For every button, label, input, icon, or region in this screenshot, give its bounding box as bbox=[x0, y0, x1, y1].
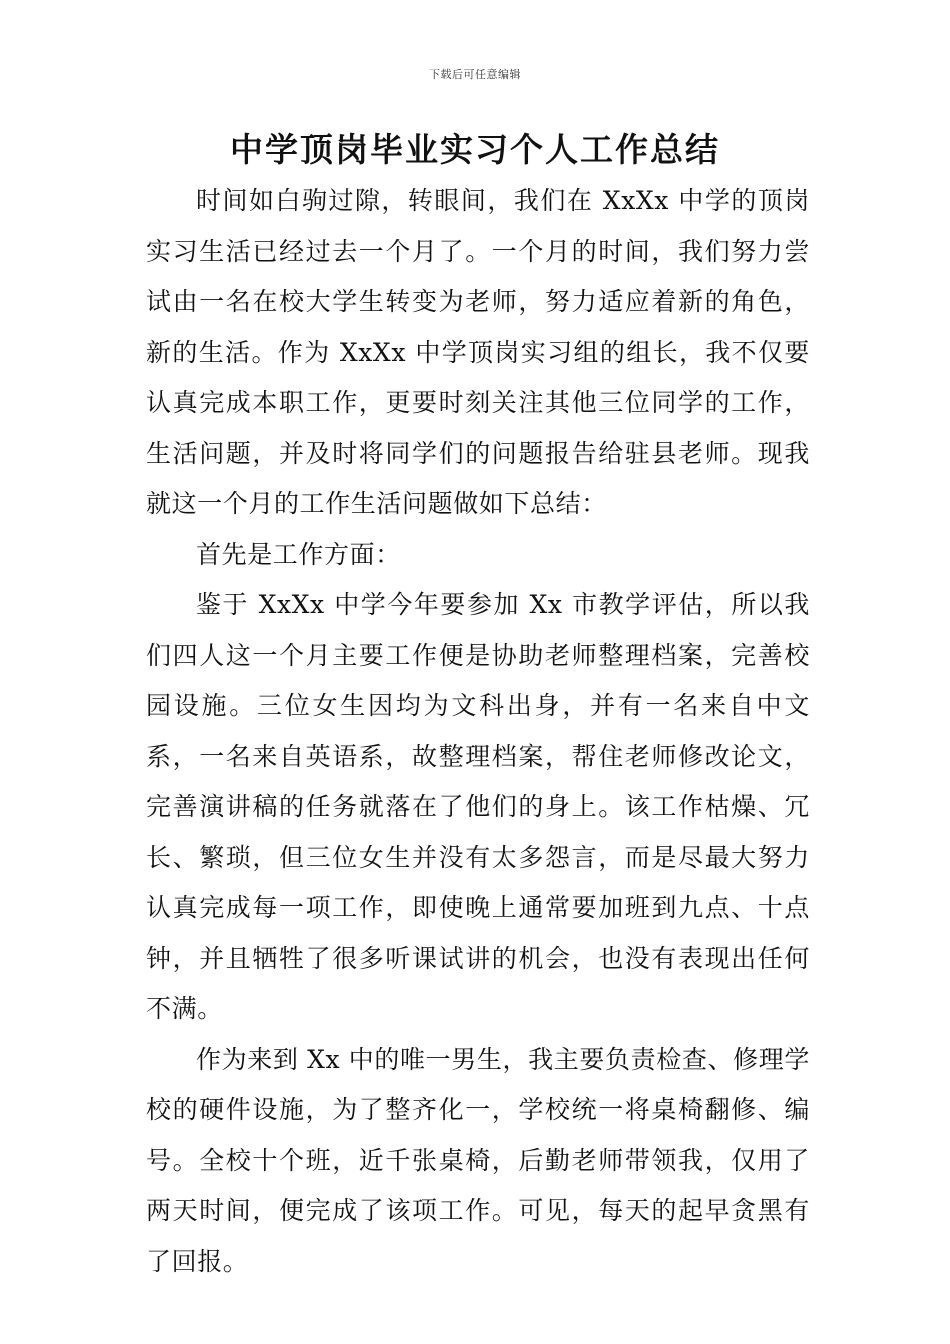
paragraph-1: 时间如白驹过隙，转眼间，我们在 XxXx 中学的顶岗实习生活已经过去一个月了。一个月的时间，我们努力尝试由一名在校大学生转变为老师，努力适应着新的角色，新的生活。作为 XxXx 中学顶岗实习组的组长，我不仅要认真完成本职工作，更要时刻关注其他三位同学的工作，生活问题，并及时将同学们的问题报告给驻县老师。现我就这一个月的工作生活问题做如下总结： bbox=[146, 186, 810, 518]
paragraph-4: 作为来到 Xx 中的唯一男生，我主要负责检查、修理学校的硬件设施，为了整齐化一，学校统一将桌椅翻修、编号。全校十个班，近千张桌椅，后勤老师带领我，仅用了两天时间，便完成了该项工作。可见，每天的起早贪黑有了回报。 bbox=[146, 1044, 810, 1276]
header-note: 下载后可任意编辑 bbox=[429, 68, 521, 81]
document-title: 中学顶岗毕业实习个人工作总结 bbox=[230, 130, 720, 169]
paragraph-2: 首先是工作方面： bbox=[196, 539, 401, 569]
paragraph-3: 鉴于 XxXx 中学今年要参加 Xx 市教学评估，所以我们四人这一个月主要工作便是协助老师整理档案，完善校园设施。三位女生因均为文科出身，并有一名来自中文系，一名来自英语系，故整理档案，帮住老师修改论文，完善演讲稿的任务就落在了他们的身上。该工作枯燥、冗长、繁琐，但三位女生并没有太多怨言，而是尽最大努力认真完成每一项工作，即使晚上通常要加班到九点、十点钟，并且牺牲了很多听课试讲的机会，也没有表现出任何不满。 bbox=[146, 590, 810, 1023]
document-body bbox=[146, 176, 810, 1287]
